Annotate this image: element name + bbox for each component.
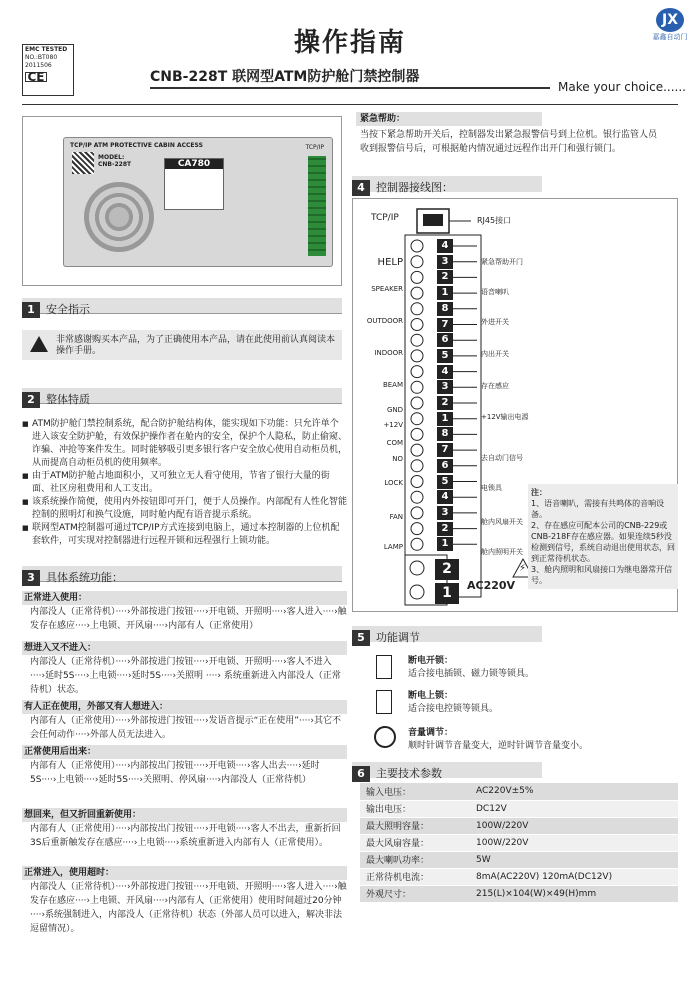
section-number: 4: [352, 180, 370, 196]
terminal-number: 1: [437, 412, 453, 426]
features-list: [22, 418, 347, 548]
section-number: 1: [22, 302, 40, 318]
model-label: MODEL:: [98, 154, 125, 161]
note-item: 2、存在感应可配本公司的CNB-229或CNB-218F存在感应器。如果连续5秒没检测到信号，系统自动退出使用状态，回到正常待机状态。: [531, 521, 675, 563]
power-label: AC220V: [467, 579, 516, 592]
system-group-title: 正常进入使用：: [22, 591, 347, 605]
terminal-screw-icon: [411, 240, 423, 252]
brand-logo: [650, 8, 690, 42]
device-label: 电锁具: [481, 484, 502, 492]
system-group-title: 正常进入，使用超时：: [22, 866, 347, 880]
terminal-screw-icon: [411, 350, 423, 362]
system-group-text: 内部有人（正常使用）····›内部按出门按钮····›开电锁····›客人不出去，重新折回3S后重新触发存在感应····›上电锁····›系统重新进入内部有人（正常使用）。: [30, 824, 341, 848]
spec-row: [360, 834, 678, 851]
ce-mark: CE: [25, 72, 47, 82]
terminal-label: +12V: [383, 421, 403, 429]
terminal-label: LAMP: [383, 543, 403, 551]
slogan: Make your choice......: [558, 80, 686, 94]
wiring-notes: [528, 484, 678, 589]
device-label: 舱内照明开关: [481, 548, 523, 556]
terminal-screw-icon: [411, 256, 423, 268]
emergency-text: 当按下紧急帮助开关后，控制器发出紧急报警信号到上位机。银行监管人员收到报警信号后，可根据舱内情况通过远程作出开门和强行锁门。: [360, 130, 658, 154]
system-group: [22, 866, 347, 936]
spec-row: [360, 817, 678, 834]
specs-table: [360, 783, 678, 903]
spec-value: 5W: [470, 851, 678, 868]
terminal-screw-icon: [411, 444, 423, 456]
spec-value: 8mA(AC220V) 120mA(DC12V): [470, 868, 678, 885]
page-title: 操作指南: [293, 28, 406, 58]
terminal-screw-icon: [411, 334, 423, 346]
logo-mark: JX: [656, 8, 684, 32]
terminal-number: 4: [437, 490, 453, 504]
spec-row: [360, 885, 678, 902]
device-label: 去自动门信号: [481, 454, 523, 462]
model-value: CNB-228T: [98, 161, 132, 168]
terminal-label: NO: [392, 455, 403, 463]
spec-key: 输入电压：: [360, 783, 470, 800]
func-item: [408, 690, 700, 716]
func-value: 适合接电插锁、磁力锁等锁具。: [408, 669, 535, 679]
feature-item: ■ 该系统操作简便，使用内外按钮即可开门，便于人员操作。内部配有人性化智能控制的照明灯和换气设施，同时舱内配有语音提示系统。: [22, 496, 347, 522]
emc-line1: EMC TESTED: [25, 46, 68, 53]
terminal-number: 6: [437, 459, 453, 473]
terminal-screw-icon: [411, 413, 423, 425]
terminal-screw-icon: [411, 397, 423, 409]
system-group-title: 正常使用后出来：: [22, 745, 347, 759]
system-group-title: 想进入又不进入：: [22, 641, 347, 655]
terminal-label: SPEAKER: [371, 285, 403, 293]
terminal-screw-icon: [411, 538, 423, 550]
terminal-screw-icon: [411, 428, 423, 440]
terminal-screw-icon: [411, 523, 423, 535]
spec-key: 最大照明容量：: [360, 817, 470, 834]
terminal-number: 1: [437, 537, 453, 551]
terminal-screw-icon: [411, 271, 423, 283]
terminal-number: 6: [437, 333, 453, 347]
func-key: 断电上锁：: [408, 691, 454, 701]
func-item: [408, 655, 700, 681]
terminal-number: 2: [437, 522, 453, 536]
warning-icon: [30, 336, 48, 352]
section-title: 整体特质: [46, 393, 90, 406]
header-divider: [150, 87, 550, 89]
power-term-1: 1: [442, 585, 452, 601]
power-term-2: 2: [442, 561, 452, 577]
qr-code-icon: [72, 152, 94, 174]
system-group-title: 想回来，但又折回重新使用：: [22, 808, 347, 822]
terminal-number: 3: [437, 380, 453, 394]
section-features-header: [22, 388, 342, 404]
feature-item: ■ 联网型ATM控制器可通过TCP/IP方式连接到电脑上，通过本控制器的上位机配套软件，可实现对控制器进行远程开锁和远程强行上锁功能。: [22, 522, 347, 548]
spec-row: [360, 868, 678, 885]
terminal-screw-icon: [411, 381, 423, 393]
terminal-number: 4: [437, 239, 453, 253]
section-func-header: [352, 626, 542, 642]
system-group: [22, 700, 347, 742]
spec-key: 最大喇叭功率：: [360, 851, 470, 868]
system-group: [22, 641, 347, 697]
section-title: 功能调节: [376, 631, 420, 644]
device-label: 内出开关: [481, 350, 509, 358]
terminal-block: [308, 156, 326, 256]
func-key: 断电开锁：: [408, 656, 454, 666]
product-photo: [22, 116, 342, 286]
func-item: [408, 727, 700, 753]
section-title: 具体系统功能：: [46, 571, 123, 584]
header-divider-bottom: [22, 104, 678, 105]
section-title: 主要技术参数: [376, 767, 442, 780]
terminal-number: 8: [437, 427, 453, 441]
terminal-screw-icon: [411, 507, 423, 519]
rj45-label: RJ45接口: [477, 216, 512, 225]
device-label: +12V输出电源: [481, 413, 529, 421]
spec-row: [360, 851, 678, 868]
func-key: 音量调节：: [408, 728, 454, 738]
controller-device: [63, 137, 333, 267]
device-label: 存在感应: [481, 382, 509, 390]
terminal-number: 3: [437, 506, 453, 520]
section-safety-header: [22, 298, 342, 314]
terminal-screw-icon: [411, 491, 423, 503]
terminal-number: 5: [437, 475, 453, 489]
terminal-screw-icon: [411, 460, 423, 472]
safety-notice: [22, 330, 342, 360]
emergency-header: 紧急帮助：: [356, 112, 542, 126]
terminal-number: 8: [437, 302, 453, 316]
section-number: 2: [22, 392, 40, 408]
terminal-label: GND: [386, 406, 403, 414]
section-title: 控制器接线图：: [376, 181, 453, 194]
terminal-label: LOCK: [384, 479, 403, 487]
func-value: 顺时针调节音量变大，逆时针调节音量变小。: [408, 741, 589, 751]
system-group-title: 有人正在使用，外部又有人想进入：: [22, 700, 347, 714]
terminal-number: 7: [437, 443, 453, 457]
page-subtitle: CNB-228T 联网型ATM防护舱门禁控制器: [150, 69, 420, 85]
spec-value: AC220V±5%: [470, 783, 678, 800]
terminal-number: 2: [437, 396, 453, 410]
system-group-text: 内部没人（正常待机）····›外部按进门按钮····›开电锁、开照明····›客人不进入····›延时5S····›上电锁····›延时5S····›关照明 ····› 系统重新进入内部没人（正常待机）状态。: [30, 657, 341, 695]
logo-text: 嘉鑫自动门: [652, 33, 688, 41]
section-number: 5: [352, 630, 370, 646]
spec-value: 100W/220V: [470, 817, 678, 834]
terminal-label: BEAM: [382, 381, 403, 389]
feature-item: ■ ATM防护舱门禁控制系统，配合防护舱结构体，能实现如下功能：只允许单个进入该安全防护舱，有效保护操作者在舱内的安全，保护个人隐私，防止偷窥、诈骗、冲抢等案件发生。同时能够吸引更多银行客户安全放心使用自动柜员机，从而提高自动柜员机的使用频率。: [22, 418, 347, 470]
emc-line2: NO.:BT080: [25, 54, 58, 61]
system-group-text: 内部有人（正常使用）····›外部按进门按钮····›发语音提示“正在使用”····›其它不会任何动作····›外部人员无法进入。: [30, 716, 341, 740]
device-brand: CA780: [165, 159, 223, 169]
section-number: 6: [352, 766, 370, 782]
terminal-number: 3: [437, 255, 453, 269]
func-value: 适合接电控锁等锁具。: [408, 704, 499, 714]
section-title: 安全指示: [46, 303, 90, 316]
note-item: 1、语音喇叭，需接有共鸣体的音响设备。: [531, 499, 665, 519]
section-system-header: [22, 566, 342, 582]
system-group: [22, 808, 347, 850]
tcp-label: TCP/IP: [371, 213, 399, 223]
lightning-icon: ⚡: [519, 563, 527, 574]
spec-key: 外观尺寸：: [360, 885, 470, 902]
spec-key: 最大风扇容量：: [360, 834, 470, 851]
device-label: 语音喇叭: [481, 288, 509, 296]
terminal-label: INDOOR: [374, 349, 403, 357]
fan-grille-icon: [84, 182, 154, 252]
terminal-screw-icon: [411, 366, 423, 378]
device-model: [98, 154, 131, 168]
spec-value: 100W/220V: [470, 834, 678, 851]
device-port-label: TCP/IP: [305, 144, 324, 151]
section-specs-header: [352, 762, 542, 778]
spec-row: [360, 783, 678, 800]
terminal-label: COM: [386, 439, 403, 447]
note-item: 3、舱内照明和风扇接口为继电器常开信号。: [531, 565, 673, 585]
terminal-label: FAN: [389, 513, 403, 521]
terminal-label: HELP: [377, 257, 403, 268]
system-group-text: 内部没人（正常待机）····›外部按进门按钮····›开电锁、开照明····›客人进入····›触发存在感应····›上电锁、开风扇····›内部有人（正常使用）: [30, 607, 347, 631]
spec-value: 215(L)×104(W)×49(H)mm: [470, 885, 678, 902]
terminal-screw-icon: [411, 476, 423, 488]
device-label: 紧急帮助开门: [481, 258, 523, 266]
terminal-screw-icon: [411, 319, 423, 331]
note-head: 注：: [531, 488, 547, 497]
feature-item: ■ 由于ATM防护舱占地面积小，又可独立无人看守使用，节省了银行大量的街面、社区房租费用和人工支出。: [22, 470, 347, 496]
terminal-number: 5: [437, 349, 453, 363]
terminal-screw-icon: [411, 303, 423, 315]
spec-key: 正常待机电流：: [360, 868, 470, 885]
system-group-text: 内部有人（正常使用）····›内部按出门按钮····›开电锁····›客人出去····›延时5S····›上电锁····›延时5S····›关照明、停风扇····›内部没人（正常待机）: [30, 761, 320, 785]
system-group: [22, 591, 347, 633]
system-group-text: 内部没人（正常待机）····›外部按进门按钮····›开电锁、开照明····›客人进入····›触发存在感应····›上电锁、开风扇····›内部有人（正常使用）使用时间超过20分钟····›系统强制进入，内部没人（正常待机）状态（外部人员可以进入，解决非法逗留情况）。: [30, 882, 347, 934]
section-wiring-header: [352, 176, 542, 192]
terminal-number: 4: [437, 365, 453, 379]
section-number: 3: [22, 570, 40, 586]
device-nameplate: [164, 158, 224, 210]
jumper-icon: [376, 690, 392, 714]
safety-notice-text: 非常感谢购买本产品，为了正确使用本产品，请在此使用前认真阅读本操作手册。: [56, 335, 336, 356]
spec-row: [360, 800, 678, 817]
device-top-label: TCP/IP ATM PROTECTIVE CABIN ACCESS: [70, 142, 203, 149]
system-group: [22, 745, 347, 787]
terminal-label: OUTDOOR: [366, 317, 403, 325]
spec-value: DC12V: [470, 800, 678, 817]
device-label: 舱内风扇开关: [481, 518, 523, 526]
emc-line3: 2011506: [25, 62, 52, 69]
terminal-number: 2: [437, 270, 453, 284]
spec-key: 输出电压：: [360, 800, 470, 817]
volume-knob-icon: [374, 726, 396, 748]
terminal-number: 7: [437, 318, 453, 332]
terminal-screw-icon: [411, 287, 423, 299]
terminal-number: 1: [437, 286, 453, 300]
jumper-icon: [376, 655, 392, 679]
device-label: 外进开关: [481, 318, 509, 326]
